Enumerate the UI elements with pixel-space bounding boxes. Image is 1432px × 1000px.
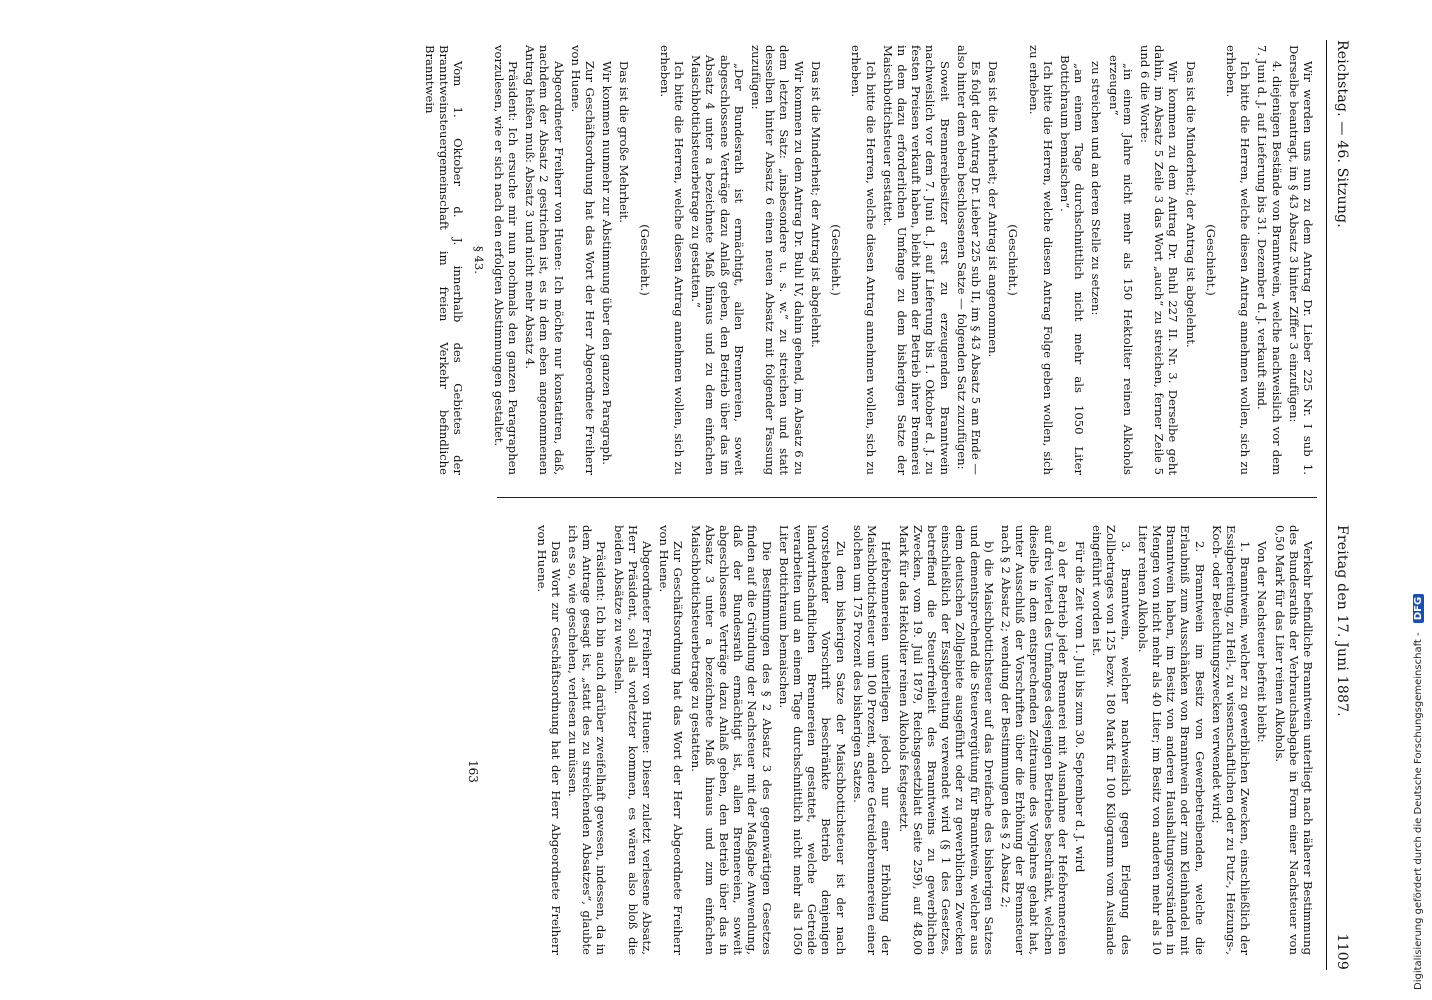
- paragraph: Das ist die Minderheit; der Antrag ist abgelehnt.: [1183, 61, 1198, 348]
- digitization-credit: [1408, 0, 1432, 1000]
- paragraph: a) der Betrieb jeder Brennerei mit Ausnahme der Hefebrennereien auf drei Viertel des Umfanges desjenigen Betriebes beschränkt, welchen dieselbe in dem entsprechenden Zeitraume des Vorjahres gehabt hat, unter Ausschluß der Vorschriften über die Erhöhung der Brennsteuer nach § 2 Absatz 2; wendung der Bestimmungen des § 2 Absatz 2;: [998, 525, 1070, 955]
- paragraph: Vom 1. Oktober d. J. innerhalb des Gebietes der Branntweinsteuergemeinschaft im freien Verkehr befindliche Branntwein: [423, 45, 466, 475]
- paragraph: Präsident: Ich ersuche mir nun nochmals den ganzen Paragraphen vorzulesen, wie er sich nach den erfolgten Abstimmungen gestaltet.: [491, 45, 521, 475]
- paragraph: Das Wort zur Geschäftsordnung hat der Herr Abgeordnete Freiherr von Huene.: [534, 525, 563, 955]
- paragraph: Hefebrennereien unterliegen jedoch nur einer Erhöhung der Maischbottichsteuer um 100 Prozent, andere Getreidebrennereien einer solchen um 175 Prozent des bisherigen Satzes.: [850, 525, 894, 955]
- paragraph: Soweit Brennereibesitzer erst zu erzeugenden Branntwein nachweislich vor dem 7. Juni d. J. auf Lieferung bis 1. Oktober d. J. zu festen Preisen verkauft haben, bleibt ihnen der Betrieb ihrer Brennerei in dem dazu erforderlichen Umfange zu dem bisherigen Satze der Maischbottichsteuer gestattet.: [880, 45, 952, 475]
- paragraph: Ich bitte die Herren, welche diesen Antrag annehmen wollen, sich zu erheben.: [849, 45, 878, 475]
- paragraph: 4. diejenigen Bestände von Branntwein, welche nachweislich vor dem 7. Juni d. J. auf Lieferung bis 31. Dezember d. J. verkauft sind.: [1255, 45, 1284, 475]
- paragraph: Abgeordneter Freiherr von Huene: Dieser zuletzt verlesene Absatz, Herr Präsident, soll als vorletzter kommen, es wären also bloß die beiden Absätze zu wechseln.: [611, 525, 655, 955]
- signature-mark: 163: [466, 760, 480, 783]
- paragraph: Abgeordneter Freiherr von Huene: Ich möchte nur konstatiren, daß, nachdem der Absatz 2 gestrichen ist, es in dem eben angenommenen Antrag heißen muß: Absatz 3 und nicht mehr Absatz 4.: [523, 45, 566, 475]
- paragraph: (Geschieht.): [1006, 224, 1021, 296]
- left-text-column: [420, 45, 1315, 475]
- paragraph: Wir kommen zu dem Antrag Dr. Buhl IV, dahin gehend, im Absatz 6 zu dem letzten Satz: „insbesondere u. s. w.“ zu streichen und statt desselben hinter Absatz 6 einen neuen Absatz mit folgender Fassung zuzufügen:: [749, 45, 806, 475]
- running-header-left: Reichstag. — 46. Sitzung.: [1334, 40, 1350, 228]
- paragraph: „Der Bundesrath ist ermächtigt, allen Brennereien, soweit abgeschlossene Verträge dazu Anlaß geben, den Betrieb über das im Absatz 4 unter a bezeichnete Maß hinaus und zu dem einfachen Maischbottichsteuerbetrage zu gestatten.“: [689, 55, 746, 475]
- running-header-center: Freitag den 17. Juni 1887.: [1334, 525, 1350, 717]
- paragraph: § 43.: [471, 246, 486, 274]
- paragraph: Zur Geschäftsordnung hat das Wort der Herr Abgeordnete Freiherr von Huene.: [657, 525, 686, 955]
- paragraph: Präsident: Ich bin auch darüber zweifelhaft gewesen, indessen, da in dem Antrage gesagt ist, „statt des zu streichenden Absatzes“, glaubte ich es so, wie geschehen, verlesen zu müssen.: [566, 525, 609, 955]
- column-divider: [497, 497, 1317, 498]
- paragraph: Ich bitte die Herren, welche diesen Antrag annehmen wollen, sich zu erheben.: [1223, 45, 1253, 475]
- paragraph: 1. Branntwein, welcher zu gewerblichen Zwecken, einschließlich der Essigbereitung, zu Heil-, zu wissenschaftlichen oder zu Putz-, Heizungs-, Koch- oder Beleuchtungszwecken verwendet wird;: [1209, 525, 1253, 955]
- paragraph: Wir kommen zu dem Antrag Dr. Buhl 227 II. Nr. 3. Derselbe geht dahin, im Absatz 5 Zeile 3 das Wort „auch“ zu streichen, ferner Zeile 5 und 6 die Worte:: [1137, 45, 1181, 475]
- paragraph: 2. Branntwein im Besitz von Gewerbetreibenden, welche die Erlaubniß zum Ausschänken von Branntwein oder zum Kleinhandel mit Branntwein haben, im Besitz von anderen Haushaltungsvorständen in Mengen von nicht mehr als 40 Liter; im Besitz von anderen mehr als 10 Liter reinen Alkohols.: [1135, 525, 1207, 955]
- paragraph: Von der Nachsteuer befreit bleibt:: [1255, 541, 1270, 743]
- paragraph: b) die Maischbottichsteuer auf das Dreifache des bisherigen Satzes und dementsprechend die Steuervergütung für Branntwein, welcher aus dem deutschen Zollgebiete ausgeführt oder zu gewerblichen Zwecken einschließlich der Essigbereitung verwendet wird (§ 1 des Gesetzes, betreffend die Steuerfreiheit des Branntweins zu gewerblichen Zwecken, vom 19. Juli 1879, Reichsgesetzblatt Seite 259), auf 48,00 Mark für das Hektoliter reinen Alkohols festgesetzt.: [896, 525, 996, 955]
- paragraph: (Geschieht.): [1203, 224, 1218, 296]
- paragraph: Verkehr befindliche Branntwein unterliegt nach näherer Bestimmung des Bundesraths der Verbrauchsabgabe in Form einer Nachsteuer von 0,50 Mark für das Liter reinen Alkohols.: [1272, 525, 1315, 955]
- paragraph: „in einem Jahre nicht mehr als 150 Hektoliter reinen Alkohols erzeugen“: [1106, 55, 1135, 475]
- paragraph: Das ist die Mehrheit; der Antrag ist angenommen.: [986, 61, 1001, 358]
- paragraph: „an einem Tage durchschnittlich nicht mehr als 1050 Liter Bottichraum bemaischen“.: [1057, 55, 1087, 475]
- paragraph: Wir kommen nunmehr zur Abstimmung über den ganzen Paragraph.: [600, 61, 615, 465]
- dfg-logo-badge: DFG: [1413, 594, 1424, 623]
- paragraph: Es folgt der Antrag Dr. Lieber 225 sub II, im § 43 Absatz 5 am Ende — also hinter dem eben beschlossenen Satze — folgenden Satz zuzufügen:: [954, 45, 983, 475]
- right-text-column: [531, 525, 1315, 955]
- paragraph: Zur Geschäftsordnung hat das Wort der Herr Abgeordnete Freiherr von Huene.: [568, 45, 598, 475]
- paragraph: (Geschieht.): [829, 224, 844, 296]
- paragraph: Wir werden uns nun zu dem Antrag Dr. Lieber 225 Nr. I sub 1. Derselbe beantragt, im § 43 Absatz 3 hinter Ziffer 3 einzufügen:: [1286, 45, 1315, 475]
- paragraph: Die Bestimmungen des § 2 Absatz 3 des gegenwärtigen Gesetzes finden auf die Gründung der Nachsteuer mit der Maßgabe Anwendung, daß der Bundesrath ermächtigt ist, allen Brennereien, soweit abgeschlossene Verträge dazu Anlaß geben, den Betrieb über das in Absatz 3 unter a bezeichnete Maß hinaus und zum einfachen Maischbottichsteuerbetrage zu gestatten.: [688, 525, 774, 955]
- paragraph: (Geschieht.): [637, 224, 652, 296]
- header-rule: [1326, 40, 1327, 970]
- digitization-credit-text: Digitalisierung gefördert durch die Deutsche Forschungsgemeinschaft -: [1413, 632, 1424, 990]
- paragraph: Das ist die Minderheit; der Antrag ist abgelehnt.: [808, 61, 823, 348]
- page-number: 1109: [1334, 933, 1350, 970]
- paragraph: 3. Branntwein, welcher nachweislich gegen Erlegung des Zollbetrages von 125 bezw. 180 Mark für 100 Kilogramm vom Auslande eingeführt worden ist.: [1090, 525, 1133, 955]
- paragraph: Das ist die große Mehrheit.: [617, 61, 632, 223]
- paragraph: Zu dem bisherigen Satze der Maischbottichsteuer ist der nach vorstehender Vorschrift beschränkte Betrieb denjenigen landwirthschaftlichen Brennereien gestattet, welche Getreide verarbeiten und an einem Tage durchschnittlich nicht mehr als 1050 Liter Bottichraum bemaischen.: [776, 525, 848, 955]
- paragraph: zu streichen und an deren Stelle zu setzen:: [1089, 61, 1104, 316]
- paragraph: Für die Zeit vom 1. Juli bis zum 30. September d. J. wird: [1072, 541, 1087, 873]
- paragraph: Ich bitte die Herren, welche diesen Antrag annehmen wollen, sich zu erheben.: [657, 45, 687, 475]
- paragraph: Ich bitte die Herren, welche diesen Antrag Folge geben wollen, sich zu erheben.: [1026, 45, 1055, 475]
